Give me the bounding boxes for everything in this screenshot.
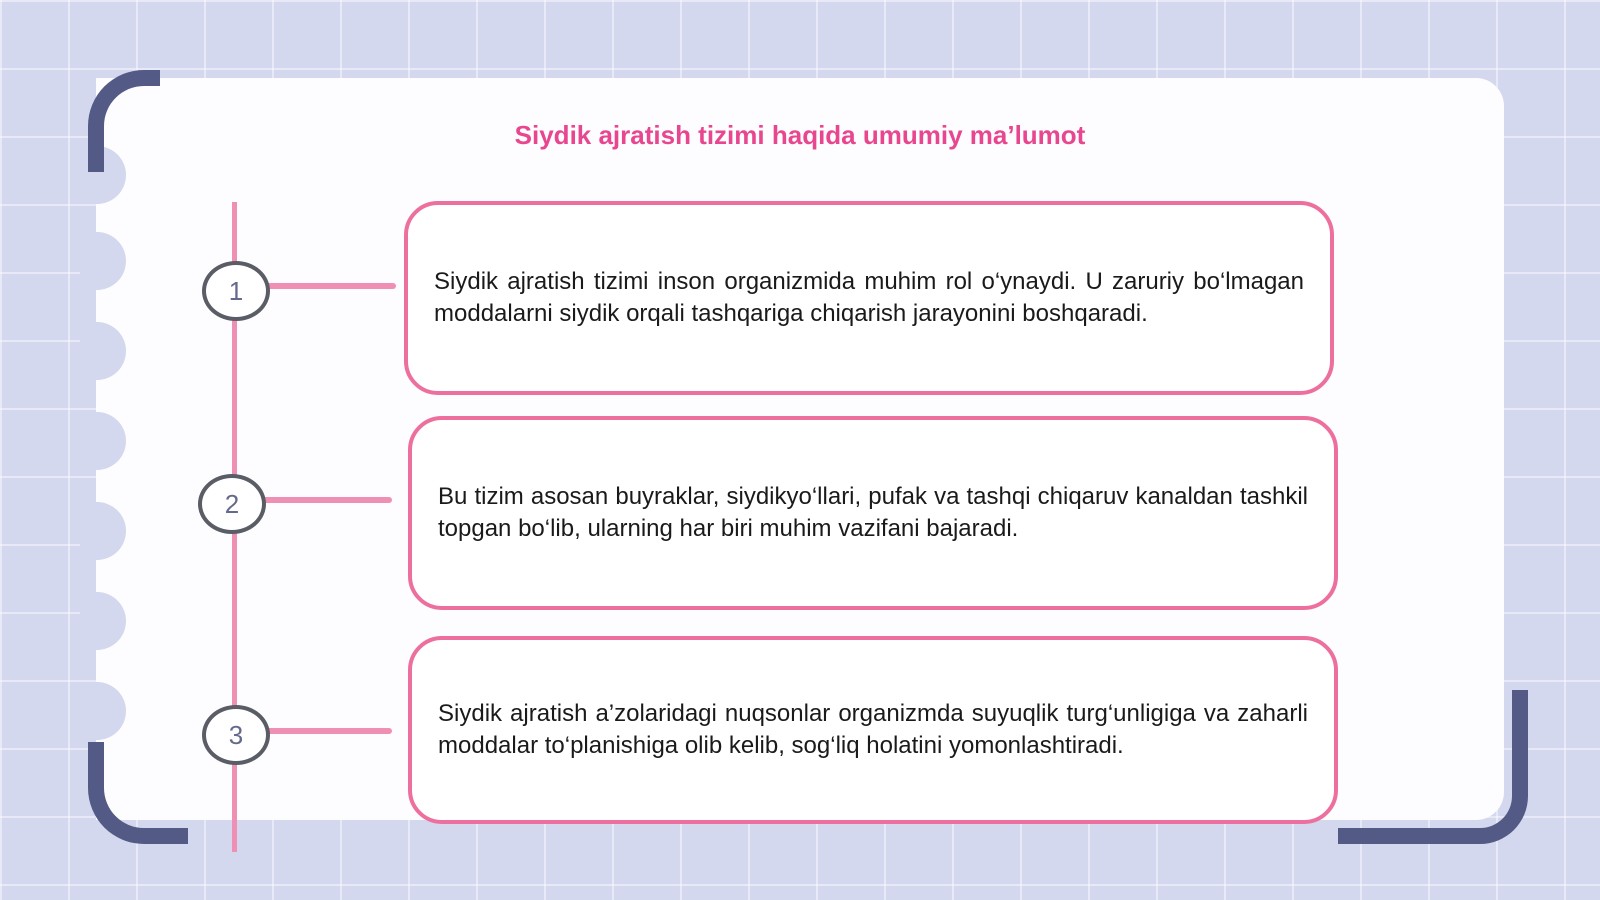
step-2-connector: [258, 497, 392, 503]
step-3-connector: [262, 728, 392, 734]
step-3-text: Siydik ajratish a’zolaridagi nuqsonlar organizmda suyuqlik turg‘unligiga va zaharli moddalar to‘planishiga olib kelib, sog‘liq holatini yomonlashtiradi.: [438, 700, 1308, 759]
step-3-number: 3: [202, 705, 270, 765]
step-2-text: Bu tizim asosan buyraklar, siydikyo‘llari, pufak va tashqi chiqaruv kanaldan tashkil topgan bo‘lib, ularning har biri muhim vazifani bajaradi.: [438, 483, 1308, 542]
step-1-connector: [262, 283, 396, 289]
corner-bracket-bottom-left: [88, 742, 188, 844]
step-3-box: [408, 636, 1338, 824]
step-2-box: [408, 416, 1338, 610]
step-1-box: [404, 201, 1334, 395]
step-1-number: 1: [202, 261, 270, 321]
step-2-number: 2: [198, 474, 266, 534]
slide-title: Siydik ajratish tizimi haqida umumiy ma’lumot: [514, 120, 1086, 150]
corner-bracket-bottom-right: [1338, 690, 1528, 844]
step-1-text: Siydik ajratish tizimi inson organizmida muhim rol o‘ynaydi. U zaruriy bo‘lmagan moddalarni siydik orqali tashqariga chiqarish jarayonini boshqaradi.: [434, 268, 1304, 327]
